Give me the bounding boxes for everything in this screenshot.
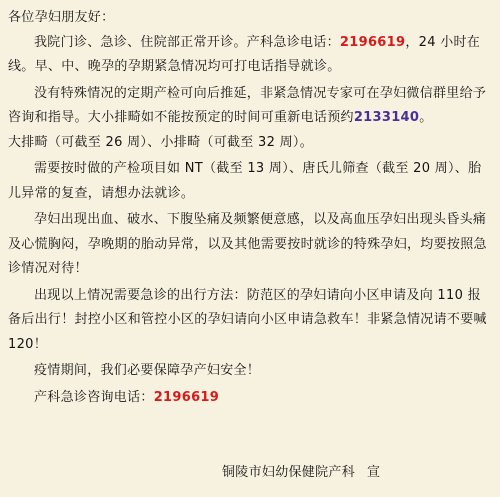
- greeting-text: 各位孕妇朋友好：: [8, 10, 115, 25]
- clinic-status-text-b: ，24 小时在线。早、中、晚孕的孕期紧急情况均可打电话指导就诊。: [8, 34, 481, 74]
- screening-deadline-text: 大排畸（可截至 26 周）、小排畸（可截至 32 周）。: [8, 134, 314, 150]
- emergency-travel-text: 出现以上情况需要急诊的出行方法：防范区的孕妇请向小区申请及向 110 报备后出行！封控小区和管控小区的孕妇请向小区申请急救车！非紧急情况请不要喊 120！: [8, 287, 487, 352]
- delay-checkup-paragraph: [8, 82, 494, 131]
- notice-body: [8, 6, 494, 410]
- safety-statement-paragraph: [8, 359, 494, 384]
- emergency-conditions-paragraph: [8, 208, 494, 282]
- consultation-hotline-number: 2196619: [153, 389, 220, 405]
- safety-statement-text: 疫情期间，我们必要保障孕产妇安全！: [34, 363, 261, 378]
- delay-checkup-text-b: 。: [419, 110, 433, 125]
- delay-checkup-text-a: 没有特殊情况的定期产检可向后推延，非紧急情况专家可在孕妇微信群里给予咨询和指导。大小排畸如不能按预定的时间可重新电话预约: [8, 85, 487, 125]
- appointment-phone-number: 2133140: [353, 110, 420, 125]
- signature-suffix: 宣: [367, 465, 381, 480]
- greeting: [8, 6, 494, 31]
- emergency-conditions-text: 孕妇出现出血、破水、下腹坠痛及频繁便意感，以及高血压孕妇出现头昏头痛及心慌胸闷，孕晚期的胎动异常，以及其他需要按时就诊的特殊孕妇，均要按照急诊情况对待！: [8, 212, 487, 276]
- required-checkups-text: 需要按时做的产检项目如 NT（截至 13 周）、唐氏儿筛查（截至 20 周）、胎儿异常的复查，请想办法就诊。: [8, 161, 482, 201]
- signature-line: [222, 461, 380, 485]
- required-checkups-paragraph: [8, 157, 494, 206]
- clinic-status-paragraph: [8, 31, 494, 80]
- screening-deadline-paragraph: [8, 131, 494, 156]
- hospital-department-name: 铜陵市妇幼保健院产科: [222, 465, 356, 480]
- consultation-hotline-label: 产科急诊咨询电话：: [34, 389, 154, 405]
- emergency-hotline-number: 2196619: [339, 34, 406, 50]
- clinic-status-text-a: 我院门诊、急诊、住院部正常开诊。产科急诊电话：: [34, 34, 340, 50]
- consultation-hotline-paragraph: [8, 386, 494, 411]
- emergency-travel-paragraph: [8, 284, 494, 358]
